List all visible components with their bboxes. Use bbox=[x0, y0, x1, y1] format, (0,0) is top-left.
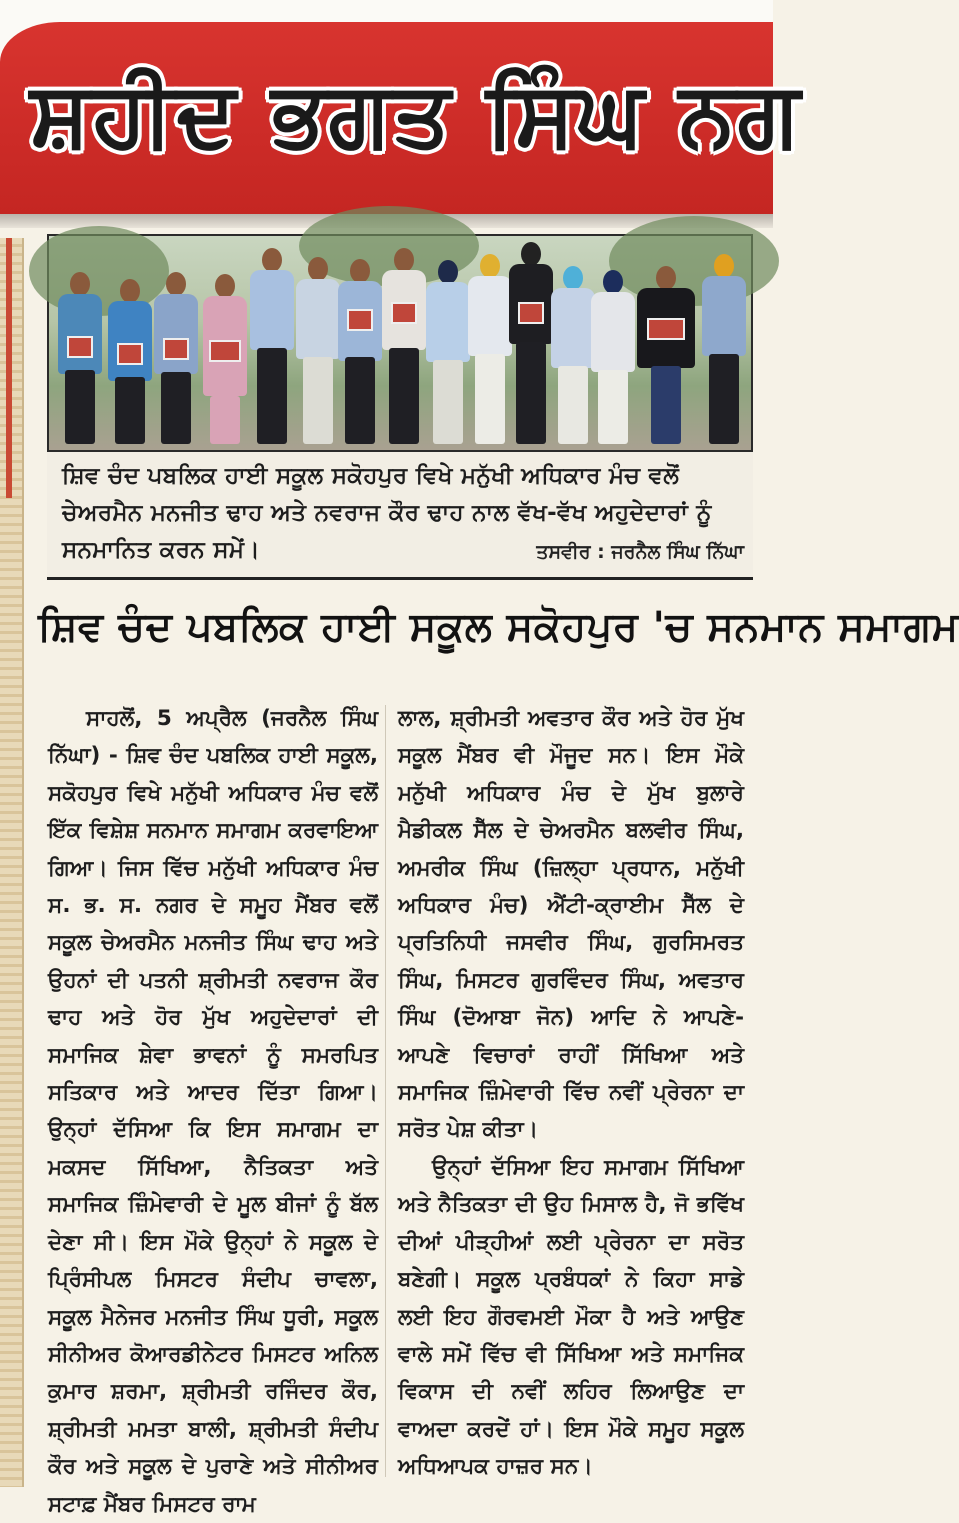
column-divider bbox=[385, 705, 386, 1477]
masthead-banner bbox=[0, 0, 803, 228]
photo-person bbox=[425, 246, 471, 450]
photo-person bbox=[337, 245, 383, 450]
article-paragraph: ਲਾਲ, ਸ਼੍ਰੀਮਤੀ ਅਵਤਾਰ ਕੌਰ ਅਤੇ ਹੋਰ ਮੁੱਖ ਸਕੂਲ ਮੈਂਬਰ ਵੀ ਮੌਜੂਦ ਸਨ। ਇਸ ਮੌਕੇ ਮਨੁੱਖੀ ਅਧਿਕਾਰ ਮੰਚ ਦੇ ਮੁੱਖ ਬੁਲਾਰੇ ਮੈਡੀਕਲ ਸੈੱਲ ਦੇ ਚੇਅਰਮੈਨ ਬਲਵੀਰ ਸਿੰਘ, ਅਮਰੀਕ ਸਿੰਘ (ਜ਼ਿਲ੍ਹਾ ਪ੍ਰਧਾਨ, ਮਨੁੱਖੀ ਅਧਿਕਾਰ ਮੰਚ) ਐਂਟੀ-ਕ੍ਰਾਈਮ ਸੈੱਲ ਦੇ ਪ੍ਰਤਿਨਿਧੀ ਜਸਵੀਰ ਸਿੰਘ, ਗੁਰਸਿਮਰਤ ਸਿੰਘ, ਮਿਸਟਰ ਗੁਰਵਿੰਦਰ ਸਿੰਘ, ਅਵਤਾਰ ਸਿੰਘ (ਦੋਆਬਾ ਜੋਨ) ਆਦਿ ਨੇ ਆਪਣੇ-ਆਪਣੇ ਵਿਚਾਰਾਂ ਰਾਹੀਂ ਸਿੱਖਿਆ ਅਤੇ ਸਮਾਜਿਕ ਜ਼ਿੰਮੇਵਾਰੀ ਵਿੱਚ ਨਵੀਂ ਪ੍ਰੇਰਨਾ ਦਾ ਸਰੋਤ ਪੇਸ਼ ਕੀਤਾ। bbox=[398, 706, 744, 1143]
article-headline: ਸ਼ਿਵ ਚੰਦ ਪਬਲਿਕ ਹਾਈ ਸਕੂਲ ਸਕੋਹਪੁਰ 'ਚ ਸਨਮਾਨ ਸਮਾਗਮ bbox=[38, 604, 959, 650]
article-column-left bbox=[48, 700, 378, 1523]
article-column-right bbox=[398, 700, 744, 1486]
photo-person bbox=[701, 244, 747, 450]
article-paragraph: ਸਾਹਲੋਂ, 5 ਅਪ੍ਰੈਲ (ਜਰਨੈਲ ਸਿੰਘ ਨਿੱਘਾ) - ਸ਼ਿਵ ਚੰਦ ਪਬਲਿਕ ਹਾਈ ਸਕੂਲ, ਸਕੋਹਪੁਰ ਵਿਖੇ ਮਨੁੱਖੀ ਅਧਿਕਾਰ ਮੰਚ ਵਲੋਂ ਇੱਕ ਵਿਸ਼ੇਸ਼ ਸਨਮਾਨ ਸਮਾਗਮ ਕਰਵਾਇਆ ਗਿਆ। ਜਿਸ ਵਿੱਚ ਮਨੁੱਖੀ ਅਧਿਕਾਰ ਮੰਚ ਸ. ਭ. ਸ. ਨਗਰ ਦੇ ਸਮੂਹ ਮੈਂਬਰ ਵਲੋਂ ਸਕੂਲ ਚੇਅਰਮੈਨ ਮਨਜੀਤ ਸਿੰਘ ਢਾਹ ਅਤੇ ਉਹਨਾਂ ਦੀ ਪਤਨੀ ਸ਼੍ਰੀਮਤੀ ਨਵਰਾਜ ਕੌਰ ਢਾਹ ਅਤੇ ਹੋਰ ਮੁੱਖ ਅਹੁਦੇਦਾਰਾਂ ਦੀ ਸਮਾਜਿਕ ਸ਼ੇਵਾ ਭਾਵਨਾਂ ਨੂੰ ਸਮਰਪਿਤ ਸਤਿਕਾਰ ਅਤੇ ਆਦਰ ਦਿੱਤਾ ਗਿਆ। ਉਨ੍ਹਾਂ ਦੱਸਿਆ ਕਿ ਇਸ ਸਮਾਗਮ ਦਾ ਮਕਸਦ ਸਿੱਖਿਆ, ਨੈਤਿਕਤਾ ਅਤੇ ਸਮਾਜਿਕ ਜ਼ਿੰਮੇਵਾਰੀ ਦੇ ਮੂਲ ਬੀਜਾਂ ਨੂੰ ਬੱਲ ਦੇਣਾ ਸੀ। ਇਸ ਮੌਕੇ ਉਨ੍ਹਾਂ ਨੇ ਸਕੂਲ ਦੇ ਪ੍ਰਿੰਸੀਪਲ ਮਿਸਟਰ ਸੰਦੀਪ ਚਾਵਲਾ, ਸਕੂਲ ਮੈਨੇਜਰ ਮਨਜੀਤ ਸਿੰਘ ਧੂਰੀ, ਸਕੂਲ ਸੀਨੀਅਰ ਕੋਆਰਡੀਨੇਟਰ ਮਿਸਟਰ ਅਨਿਲ ਕੁਮਾਰ ਸ਼ਰਮਾ, ਸ਼੍ਰੀਮਤੀ ਰਜਿੰਦਰ ਕੌਰ, ਸ਼੍ਰੀਮਤੀ ਮਮਤਾ ਬਾਲੀ, ਸ਼੍ਰੀਮਤੀ ਸੰਦੀਪ ਕੌਰ ਅਤੇ ਸਕੂਲ ਦੇ ਪੁਰਾਣੇ ਅਤੇ ਸੀਨੀਅਰ ਸਟਾਫ਼ ਮੈਂਬਰ ਮਿਸਟਰ ਰਾਮ bbox=[48, 706, 378, 1517]
article-paragraph: ਉਨ੍ਹਾਂ ਦੱਸਿਆ ਇਹ ਸਮਾਗਮ ਸਿੱਖਿਆ ਅਤੇ ਨੈਤਿਕਤਾ ਦੀ ਉਹ ਮਿਸਾਲ ਹੈ, ਜੋ ਭਵਿੱਖ ਦੀਆਂ ਪੀੜ੍ਹੀਆਂ ਲਈ ਪ੍ਰੇਰਨਾ ਦਾ ਸਰੋਤ ਬਣੇਗੀ। ਸਕੂਲ ਪ੍ਰਬੰਧਕਾਂ ਨੇ ਕਿਹਾ ਸਾਡੇ ਲਈ ਇਹ ਗੌਰਵਮਈ ਮੌਕਾ ਹੈ ਅਤੇ ਆਉਣ ਵਾਲੇ ਸਮੇਂ ਵਿੱਚ ਵੀ ਸਿੱਖਿਆ ਅਤੇ ਸਮਾਜਿਕ ਵਿਕਾਸ ਦੀ ਨਵੀਂ ਲਹਿਰ ਲਿਆਉਣ ਦਾ ਵਾਅਦਾ ਕਰਦੇਂ ਹਾਂ। ਇਸ ਮੌਕੇ ਸਮੂਹ ਸਕੂਲ ਅਧਿਆਪਕ ਹਾਜ਼ਰ ਸਨ। bbox=[398, 1154, 744, 1480]
photo-person bbox=[295, 245, 341, 450]
masthead-title: ਸ਼ਹੀਦ ਭਗਤ ਸਿੰਘ ਨਗ bbox=[30, 62, 803, 167]
photo-person bbox=[153, 252, 199, 450]
photo-caption: ਸ਼ਿਵ ਚੰਦ ਪਬਲਿਕ ਹਾਈ ਸਕੂਲ ਸਕੋਹਪੁਰ ਵਿਖੇ ਮਨੁੱਖੀ ਅਧਿਕਾਰ ਮੰਚ ਵਲੋਂ ਚੇਅਰਮੈਨ ਮਨਜੀਤ ਢਾਹ ਅਤੇ ਨਵਰਾਜ ਕੌਰ ਢਾਹ ਨਾਲ ਵੱਖ-ਵੱਖ ਅਹੁਦੇਦਾਰਾਂ ਨੂੰ ਸਨਮਾਨਿਤ ਕਰਨ ਸਮੇਂ। bbox=[62, 463, 712, 563]
photo-person bbox=[381, 240, 427, 450]
photo-person bbox=[199, 250, 251, 450]
photo-person bbox=[507, 238, 555, 450]
photo-person bbox=[635, 250, 697, 450]
news-photo bbox=[47, 234, 753, 452]
photo-credit: ਤਸਵੀਰ : ਜਰਨੈਲ ਸਿੰਘ ਨਿੱਘਾ bbox=[536, 541, 744, 563]
photo-person bbox=[589, 252, 637, 450]
page-left-border bbox=[0, 238, 24, 1487]
border-red-stripe bbox=[6, 238, 12, 498]
photo-person bbox=[57, 250, 103, 450]
photo-person bbox=[107, 255, 153, 450]
photo-person bbox=[249, 240, 295, 450]
